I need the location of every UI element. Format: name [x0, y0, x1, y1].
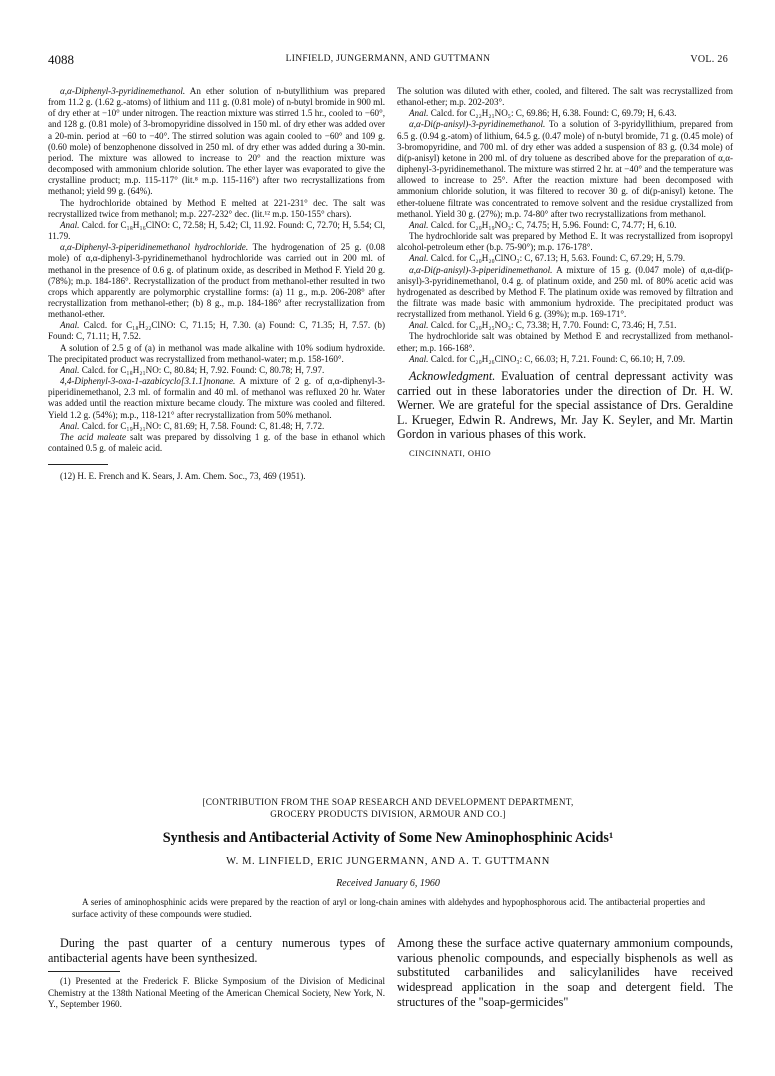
footnote: (12) H. E. French and K. Sears, J. Am. Chem. Soc., 73, 469 (1951). — [60, 471, 306, 482]
analysis: Anal. Calcd. for C₂₀H₂₆ClNO₃: C, 66.03; H, 7.21. Found: C, 66.10; H, 7.09. — [409, 353, 686, 364]
paragraph: The hydrochloride obtained by Method E melted at 221-231° dec. The salt was recrystallized twice from methanol; m.p. 227-232° dec. (lit.¹² m.p. 150-155° chars). — [48, 197, 385, 219]
analysis: Anal. Calcd. for C₂₀H₁₉NO₃: C, 74.75; H, 5.96. Found: C, 74.77; H, 6.10. — [409, 219, 677, 230]
body-paragraph: During the past quarter of a century numerous types of antibacterial agents have been synthesized. — [48, 936, 385, 965]
paragraph: α,α-Diphenyl-3-pyridinemethanol. An ether solution of n-butyllithium was prepared from 11.2 g. (1.62 g.-atoms) of lithium and 111 g. (0.81 mole) of n-butyl bromide in 900 ml. of dry ether at −10° under nitrogen. The reaction mixture was stirred 1.5 hr., cooled to −60°, and 128 g. (0.81 mole) of 3-bromopyridine dissolved in 150 ml. of dry ether was added over a 20-min. period at −60 to −40°. The stirred solution was again cooled to −60° and 109 g. (0.60 mole) of benzophenone dissolved in 250 ml. of dry ether was added during a 30-min. period. The mixture was allowed to increase to 20° and the reaction mixture was decomposed with ammonium chloride solution. The ether layer was evaporated to give the crystalline product; m.p. 115-117° (lit.⁸ m.p. 115-116°) after two recrystallizations from methanol; yield 99 g. (64%). — [48, 86, 385, 197]
compound-heading: α,α-Diphenyl-3-piperidinemethanol hydrochloride. — [60, 242, 249, 253]
analysis: Anal. Calcd. for C₁₈H₁₆ClNO: C, 72.58; H, 5.42; Cl, 11.92. Found: C, 72.70; H, 5.54; Cl, 11.79. — [48, 219, 385, 242]
analysis: Anal. Calcd. for C₁₈H₂₁NO: C, 80.84; H, 7.92. Found: C, 80.78; H, 7.97. — [60, 364, 325, 375]
analysis: Anal. Calcd. for C₂₂H₂₁NO₅: C, 69.86; H, 6.38. Found: C, 69.79; H, 6.43. — [409, 108, 677, 119]
compound-heading: 4,4-Diphenyl-3-oxa-1-azabicyclo[3.1.1]nonane. — [60, 376, 236, 387]
paragraph: α,α-Di(p-anisyl)-3-pyridinemethanol. To a solution of 3-pyridyllithium, prepared from 6.5 g. (0.94 g.-atom) of lithium, 64.5 g. (0.47 mole) of n-butyl bromide, 71 g. (0.45 mole) of 3-bromopyridine, and 700 ml. of dry ether was added a suspension of 83 g. (0.34 mole) of di(p-anisyl) ketone in 200 ml. of dry toluene as described above for the preparation of α,α-diphenyl-3-pyridinemethanol. The mixture was stirred 2 hr. at −40° and the temperature was allowed to increase to 25°. After the reaction mixture had been decomposed with ammonium chloride solution, it was filtered to recover 30 g. of di(p-anisyl) ketone. The ether-toluene filtrate was concentrated to remove solvent and the residue crystallized from methanol. Yield 30 g. (27%); m.p. 74-80° after two recrystallizations from methanol. — [397, 119, 733, 219]
article-authors: W. M. LINFIELD, ERIC JUNGERMANN, AND A. T. GUTTMANN — [226, 856, 550, 867]
contribution-note: [CONTRIBUTION FROM THE SOAP RESEARCH AND DEVELOPMENT DEPARTMENT, GROCERY PRODUCTS DIVISION, ARMOUR AND CO.] — [202, 797, 574, 819]
running-head: LINFIELD, JUNGERMANN, AND GUTTMANN — [285, 54, 491, 64]
paragraph: The hydrochloride salt was prepared by Method E. It was recrystallized from isopropyl alcohol-petroleum ether (b.p. 75-90°); m.p. 176-178°. — [397, 231, 733, 253]
article-title: Synthesis and Antibacterial Activity of Some New Aminophosphinic Acids¹ — [162, 830, 614, 846]
footnote-divider — [48, 464, 108, 465]
body-paragraph: Among these the surface active quaternary ammonium compounds, various phenolic compounds, and especially bisphenols as well as substituted carbanilides and salicylanilides have received widespread application in the soap and detergent field. The structures of the "soap-germicides" — [397, 936, 733, 1009]
compound-heading: α,α-Diphenyl-3-pyridinemethanol. — [60, 86, 186, 96]
received-date: Received January 6, 1960 — [336, 878, 440, 889]
left-column — [48, 86, 385, 482]
right-column — [397, 86, 733, 459]
abstract: A series of aminophosphinic acids were prepared by the reaction of aryl or long-chain amines with aldehydes and hypophosphorous acid. The antibacterial properties and surface activity of these compounds were studied. — [72, 897, 705, 919]
analysis: Anal. Calcd. for C₂₀H₂₅NO₃: C, 73.38; H, 7.70. Found: C, 73.46; H, 7.51. — [409, 320, 677, 331]
analysis: Anal. Calcd. for C₁₈H₂₂ClNO: C, 71.15; H, 7.30. (a) Found: C, 71.35; H, 7.57. (b) Found: C, 71.11; H, 7.52. — [48, 320, 385, 342]
city-signature: CINCINNATI, OHIO — [409, 447, 492, 458]
paragraph: α,α-Diphenyl-3-piperidinemethanol hydrochloride. The hydrogenation of 25 g. (0.08 mole) of α,α-diphenyl-3-pyridinemethanol hydrochloride was carried out in 200 ml. of methanol in the presence of 0.6 g. of platinum oxide, as described in Method F. Yield 20 g. (78%); m.p. 184-186°. Recrystallization of the product from methanol-ether resulted in two crops which apparently are polymorphic crystalline forms: (a) 11 g., m.p. 206-208° after recrystallization from methanol-ether; (b) 8 g., m.p. 184-186° after recrystallization from methanol-ether. — [48, 242, 385, 320]
paragraph: A solution of 2.5 g of (a) in methanol was made alkaline with 10% sodium hydroxide. The precipitated product was recrystallized from methanol-water; m.p. 158-160°. — [48, 342, 385, 364]
analysis: Anal. Calcd. for C₁₉H₂₁NO: C, 81.69; H, 7.58. Found: C, 81.48; H, 7.72. — [60, 420, 325, 431]
footnote: (1) Presented at the Frederick F. Blicke Symposium of the Division of Medicinal Chemistry at the 138th National Meeting of the American Chemical Society, New York, N. Y., September 1960. — [48, 976, 385, 1009]
paragraph: The hydrochloride salt was obtained by Method E and recrystallized from methanol-ether; m.p. 166-168°. — [397, 331, 733, 353]
acknowledgment: Acknowledgment. Evaluation of central depressant activity was carried out in these laboratories under the direction of Dr. H. W. Werner. We are grateful for the special assistance of Drs. Geraldine L. Krueger, Edwin R. Andrews, Mr. Jay K. Seyler, and Mr. Martin Gordon in various phases of this work. — [397, 368, 733, 442]
footnote-divider — [48, 971, 120, 972]
compound-heading: α,α-Di(p-anisyl)-3-piperidinemethanol. — [409, 264, 553, 275]
analysis: Anal. Calcd. for C₂₀H₂₀ClNO₃: C, 67.13; H, 5.63. Found: C, 67.29; H, 5.79. — [409, 253, 686, 264]
body-right-column — [397, 936, 733, 1010]
paragraph: The solution was diluted with ether, cooled, and filtered. The salt was recrystallized from ethanol-ether; m.p. 202-203°. — [397, 86, 733, 108]
paragraph: 4,4-Diphenyl-3-oxa-1-azabicyclo[3.1.1]nonane. A mixture of 2 g. of α,α-diphenyl-3-piperidinemethanol, 2.3 ml. of formalin and 40 ml. of methanol was refluxed 20 hr. Water was added until the reaction mixture became cloudy. The mixture was cooled and filtered. Yield 1.2 g. (54%); m.p., 118-121° after recrystallization from 50% methanol. — [48, 376, 385, 420]
paragraph: α,α-Di(p-anisyl)-3-piperidinemethanol. A mixture of 15 g. (0.047 mole) of α,α-di(p-anisyl)-3-pyridinemethanol, 0.4 g. of platinum oxide, and 250 ml. of 80% acetic acid was hydrogenated as described by Method F. The platinum oxide was removed by filtration and the filtrate was made basic with ammonium hydroxide. The precipitated product was recrystallized from methanol. Yield 6 g. (39%); m.p. 169-171°. — [397, 264, 733, 320]
paragraph: The acid maleate salt was prepared by dissolving 1 g. of the base in ethanol which contained 0.5 g. of maleic acid. — [48, 431, 385, 453]
page-number: 4088 — [48, 52, 74, 67]
body-left-column — [48, 936, 385, 1010]
compound-heading: α,α-Di(p-anisyl)-3-pyridinemethanol. — [409, 119, 546, 130]
volume-label: VOL. 26 — [690, 54, 728, 65]
